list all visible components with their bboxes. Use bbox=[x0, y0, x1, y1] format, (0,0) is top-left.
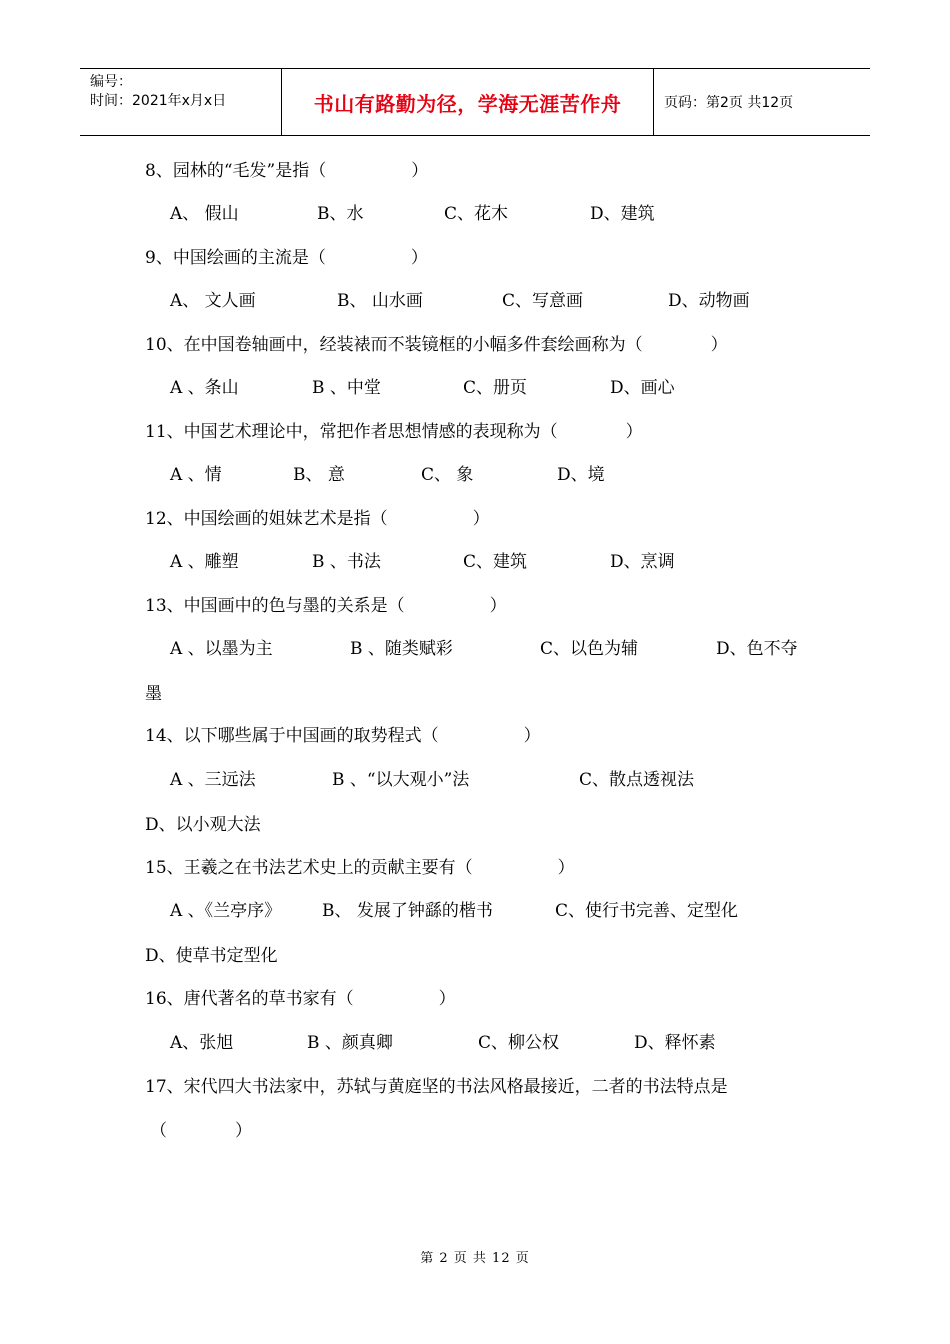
page-header bbox=[80, 68, 870, 136]
q13-option-c: C、以色为辅 bbox=[540, 639, 639, 659]
q16-option-d: D、释怀素 bbox=[634, 1033, 716, 1053]
q13-option-a: A 、以墨为主 bbox=[170, 639, 273, 659]
date-label: 时间：2021年x月x日 bbox=[90, 93, 227, 109]
q8-option-d: D、建筑 bbox=[590, 204, 655, 224]
question-9: 9、中国绘画的主流是（ ） bbox=[145, 248, 428, 268]
q12-option-c: C、建筑 bbox=[463, 552, 528, 572]
q9-option-b: B、 山水画 bbox=[337, 291, 423, 311]
q12-option-d: D、烹调 bbox=[610, 552, 675, 572]
question-15: 15、王羲之在书法艺术史上的贡献主要有（ ） bbox=[145, 858, 575, 878]
q12-option-a: A 、雕塑 bbox=[170, 552, 239, 572]
q14-option-b: B 、“以大观小”法 bbox=[332, 770, 470, 790]
q16-option-c: C、柳公权 bbox=[478, 1033, 560, 1053]
q15-option-b: B、 发展了钟繇的楷书 bbox=[322, 901, 493, 921]
q13-option-b: B 、随类赋彩 bbox=[350, 639, 453, 659]
page-footer: 第 2 页 共 12 页 bbox=[420, 1251, 530, 1266]
q10-option-d: D、画心 bbox=[610, 378, 675, 398]
q15-option-c: C、使行书完善、定型化 bbox=[555, 901, 739, 921]
question-17: 17、宋代四大书法家中，苏轼与黄庭坚的书法风格最接近，二者的书法特点是 bbox=[145, 1077, 728, 1097]
q8-option-b: B、水 bbox=[317, 204, 364, 224]
q16-option-b: B 、颜真卿 bbox=[307, 1033, 393, 1053]
q9-option-c: C、写意画 bbox=[502, 291, 584, 311]
header-page-info-cell bbox=[654, 69, 870, 135]
q14-option-c: C、散点透视法 bbox=[579, 770, 695, 790]
q17-answer-blank: （ ） bbox=[150, 1121, 252, 1141]
q15-option-a: A 、《兰亭序》 bbox=[170, 901, 282, 921]
q15-option-d: D、使草书定型化 bbox=[145, 946, 278, 966]
q14-option-a: A 、三远法 bbox=[170, 770, 256, 790]
question-10: 10、在中国卷轴画中，经装裱而不装镜框的小幅多件套绘画称为（ ） bbox=[145, 335, 728, 355]
q10-option-b: B 、中堂 bbox=[312, 378, 381, 398]
question-13: 13、中国画中的色与墨的关系是（ ） bbox=[145, 596, 507, 616]
question-8: 8、园林的“毛发”是指（ ） bbox=[145, 161, 429, 181]
question-12: 12、中国绘画的姐妹艺术是指（ ） bbox=[145, 509, 490, 529]
q11-option-d: D、境 bbox=[557, 465, 605, 485]
q11-option-b: B、 意 bbox=[293, 465, 345, 485]
header-motto-cell bbox=[282, 69, 654, 135]
question-11: 11、中国艺术理论中，常把作者思想情感的表现称为（ ） bbox=[145, 422, 643, 442]
q8-option-a: A、 假山 bbox=[170, 204, 239, 224]
q11-option-a: A 、情 bbox=[170, 465, 222, 485]
motto: 书山有路勤为径，学海无涯苦作舟 bbox=[313, 91, 622, 116]
question-16: 16、唐代著名的草书家有（ ） bbox=[145, 989, 456, 1009]
q10-option-c: C、册页 bbox=[463, 378, 528, 398]
q12-option-b: B 、书法 bbox=[312, 552, 381, 572]
q16-option-a: A、张旭 bbox=[170, 1033, 234, 1053]
q13-option-d-wrap: 墨 bbox=[145, 684, 162, 704]
page-info: 页码：第2页 共12页 bbox=[664, 95, 794, 111]
q11-option-c: C、 象 bbox=[421, 465, 474, 485]
q9-option-d: D、动物画 bbox=[668, 291, 750, 311]
q8-option-c: C、花木 bbox=[444, 204, 509, 224]
id-label: 编号： bbox=[90, 74, 132, 90]
q13-option-d: D、色不夺 bbox=[716, 639, 798, 659]
q14-option-d: D、以小观大法 bbox=[145, 815, 261, 835]
q9-option-a: A、 文人画 bbox=[170, 291, 256, 311]
header-meta bbox=[80, 69, 282, 135]
q10-option-a: A 、条山 bbox=[170, 378, 239, 398]
question-14: 14、以下哪些属于中国画的取势程式（ ） bbox=[145, 726, 541, 746]
